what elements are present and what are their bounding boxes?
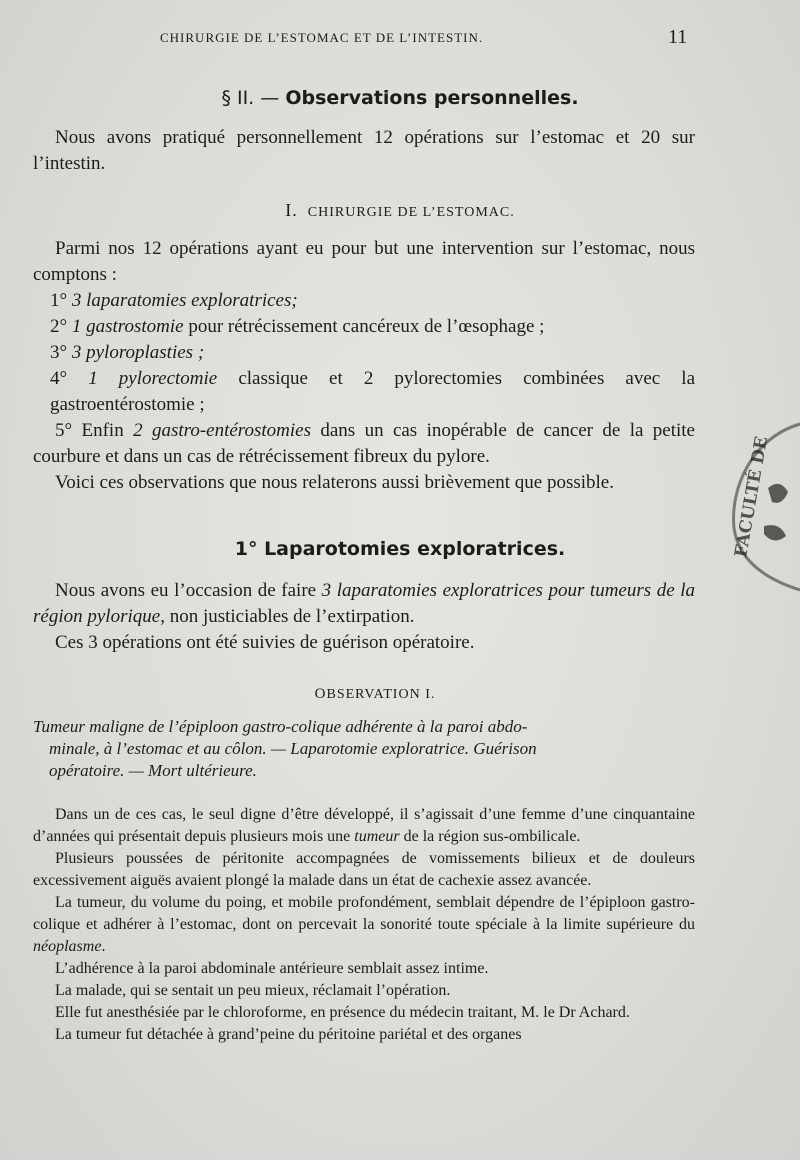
subsection-heading	[0, 200, 800, 221]
observations-intro: Voici ces observations que nous relaterons aussi brièvement que possible.	[55, 472, 614, 493]
case-paragraph: Elle fut anesthésiée par le chloroforme, en présence du médecin traitant, M. le Dr Achard.	[55, 1004, 630, 1021]
case-paragraph: Dans un de ces cas, le seul digne d’être développé, il s’agissait d’une femme d’une cinquantaine d’années qui présentait depuis plusieurs mois une tumeur de la région sus-ombilicale.	[33, 806, 695, 845]
laparotomies-paragraph: Nous avons eu l’occasion de faire 3 laparatomies exploratrices pour tumeurs de la région pylorique, non justiciables de l’extirpation.	[33, 580, 696, 627]
intro-paragraph: Nous avons pratiqué personnellement 12 opérations sur l’estomac et 20 sur l’intestin.	[33, 127, 695, 174]
list-item: 4° 1 pylorectomie classique et 2 pylorectomies combinées avec la gastroentérostomie ;	[50, 368, 696, 415]
section-prefix: § II. —	[221, 87, 280, 109]
laparotomies-heading: 1° Laparotomies exploratrices.	[234, 538, 566, 560]
list-item: 2° 1 gastrostomie pour rétrécissement cancéreux de l’œsophage ;	[50, 316, 545, 337]
operations-intro: Parmi nos 12 opérations ayant eu pour but une intervention sur l’estomac, nous comptons :	[33, 238, 695, 285]
case-paragraph: La malade, qui se sentait un peu mieux, réclamait l’opération.	[55, 982, 451, 999]
running-head: CHIRURGIE DE L’ESTOMAC ET DE L’INTESTIN.	[160, 30, 484, 45]
intro-block	[33, 125, 695, 177]
summary-line: Tumeur maligne de l’épiploon gastro-colique adhérente à la paroi abdo-	[33, 717, 528, 736]
section-title-text: Observations personnelles.	[285, 87, 579, 109]
laparotomies-result: Ces 3 opérations ont été suivies de guérison opératoire.	[55, 632, 475, 653]
case-paragraph: La tumeur, du volume du poing, et mobile profondément, semblait dépendre de l’épiploon gastro-colique et adhérer à l’estomac, dont on percevait la sonorité toute spéciale à la limite supérieure du néoplasme.	[33, 894, 695, 955]
subsection-roman: I.	[285, 200, 298, 220]
laparotomies-block	[33, 578, 695, 656]
list-item: 1° 3 laparatomies exploratrices;	[50, 290, 298, 311]
section-title	[0, 87, 800, 109]
summary-line: minale, à l’estomac et au côlon. — Laparotomie exploratrice. Guérison	[49, 739, 537, 758]
case-paragraph: L’adhérence à la paroi abdominale antérieure semblait assez intime.	[55, 960, 489, 977]
list-item: 3° 3 pyloroplasties ;	[50, 342, 205, 363]
observation-title: OBSERVATION I.	[314, 686, 436, 702]
library-stamp	[712, 418, 800, 598]
case-text	[33, 804, 695, 1046]
summary-line: opératoire. — Mort ultérieure.	[49, 761, 257, 780]
page-number: 11	[668, 26, 688, 48]
subsection-title: CHIRURGIE DE L’ESTOMAC.	[307, 205, 515, 220]
list-item: 5° Enfin 2 gastro-entérostomies dans un cas inopérable de cancer de la petite courbure et dans un cas de rétrécissement fibreux du pylore.	[33, 420, 695, 467]
case-paragraph: Plusieurs poussées de péritonite accompagnées de vomissements bilieux et de douleurs excessivement aiguës avaient plongé la malade dans un état de cachexie assez avancée.	[33, 850, 695, 889]
stamp-text: FACULTÉ DE	[731, 434, 773, 559]
observation-summary	[33, 716, 695, 782]
case-paragraph: La tumeur fut détachée à grand’peine du péritoine pariétal et des organes	[55, 1026, 522, 1043]
operations-block	[33, 236, 695, 496]
